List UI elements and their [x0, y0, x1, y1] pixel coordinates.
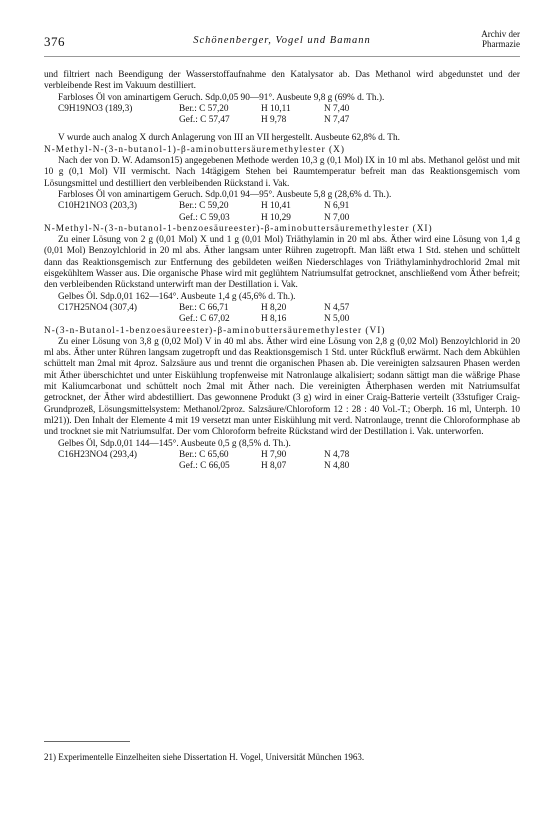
running-title: Schönenberger, Vogel und Bamann — [193, 35, 371, 46]
page-number: 376 — [44, 34, 65, 49]
paragraph: V wurde auch analog X durch Anlagerung von III an VII hergestellt. Ausbeute 62,8% d. Th. — [58, 133, 400, 144]
page-header — [44, 30, 520, 52]
journal-name: Archiv der Pharmazie — [481, 29, 520, 49]
molecular-formula: C9H19NO3 (189,3) — [58, 103, 133, 114]
header-rule — [44, 56, 520, 57]
elemental-analysis: C17H25NO4 (307,4) Ber.: C 66,71 H 8,20 N 4,57 Gef.: C 67,02 H 8,16 N 5,00 — [58, 302, 350, 325]
elemental-analysis: C9H19NO3 (189,3) Ber.: C 57,20 H 10,11 N 7,40 Gef.: C 57,47 H 9,78 N 7,47 — [58, 103, 350, 126]
section-heading: N-Methyl-N-(3-n-butanol-1-benzoesäureester)-β-aminobuttersäuremethylester (XI) — [44, 223, 433, 234]
paragraph: Nach der von D. W. Adamson15) angegebenen Methode werden 10,3 g (0,1 Mol) IX in 10 ml abs. Methanol gelöst und mit 10 g (0,1 Mol) VII vermischt. Nach 14tägigem Stehen bei Raumtemperatur befreit man das Reaktionsgemisch vom Lösungsmittel und destilliert den verbleibenden Rückstand i. Vak. — [44, 156, 520, 189]
paragraph: Gelbes Öl. Sdp.0,01 162—164°. Ausbeute 1,4 g (45,6% d. Th.). — [58, 291, 296, 302]
paragraph: Farbloses Öl von aminartigem Geruch. Sdp.0,01 94—95°. Ausbeute 5,8 g (28,6% d. Th.). — [58, 189, 392, 200]
paragraph: Farbloses Öl von aminartigem Geruch. Sdp.0,05 90—91°. Ausbeute 9,8 g (69% d. Th.). — [58, 92, 385, 103]
paragraph: und filtriert nach Beendigung der Wasserstoffaufnahme den Katalysator ab. Das Methanol wird abgedunstet und der verbleibende Rest im Vakuum destilliert. — [44, 70, 520, 92]
molecular-formula: C17H25NO4 (307,4) — [58, 302, 138, 313]
elemental-analysis: C16H23NO4 (293,4) Ber.: C 65,60 H 7,90 N 4,78 Gef.: C 66,05 H 8,07 N 4,80 — [58, 449, 350, 472]
molecular-formula: C10H21NO3 (203,3) — [58, 201, 138, 212]
paragraph: Zu einer Lösung von 3,8 g (0,02 Mol) V in 40 ml abs. Äther wird eine Lösung von 2,8 g (0,02 Mol) Benzoylchlorid in 20 ml abs. Äther unter Rühren langsam zugetropft und das Reaktionsgemisch 1 Std. unter Rückfluß erwärmt. Nach dem Abkühlen schüttelt man 2mal mit 4proz. Salzsäure aus und trennt die organischen Phasen ab. Die vereinigten salzsauren Phasen werden mit Äther überschichtet und unter Eiskühlung tropfenweise mit Natronlauge alkalisiert; sodann sättigt man die wäßrige Phase mit Kaliumcarbonat und schüttelt noch 2mal mit Äther nach. Die vereinigten Ätherphasen werden mit Natriumsulfat getrocknet, der Äther wird abdestilliert. Das gewonnene Produkt (3 g) wird in einer Craig-Batterie verteilt (33stufiger Craig-Grundprozeß, Lösungsmittelsystem: Methanol/2proz. Salzsäure/Chloroform 12 : 28 : 40 Vol.-T.; Oberph. 16 ml, Unterph. 10 ml21)). Den Inhalt der Elemente 4 mit 19 versetzt man unter Eiskühlung mit verd. Natronlauge, trennt die Chloroformphase ab und trocknet sie mit Natriumsulfat. Der vom Chloroform befreite Rückstand wird der Destillation i. Vak. unterworfen. — [44, 336, 520, 438]
article-body — [44, 70, 520, 472]
footnote: 21) Experimentelle Einzelheiten siehe Dissertation H. Vogel, Universität München 1963. — [44, 752, 365, 762]
footnote-rule — [44, 741, 130, 742]
paragraph: Gelbes Öl, Sdp.0,01 144—145°. Ausbeute 0,5 g (8,5% d. Th.). — [58, 438, 291, 449]
section-heading: N-(3-n-Butanol-1-benzoesäureester)-β-aminobuttersäuremethylester (VI) — [44, 325, 386, 336]
section-heading: N-Methyl-N-(3-n-butanol-1)-β-aminobuttersäuremethylester (X) — [44, 144, 345, 155]
molecular-formula: C16H23NO4 (293,4) — [58, 449, 138, 460]
paragraph: Zu einer Lösung von 2 g (0,01 Mol) X und 1 g (0,01 Mol) Triäthylamin in 20 ml abs. Äther wird eine Lösung von 1,4 g (0,01 Mol) Benzoylchlorid in 20 ml abs. Äther langsam unter Rühren zugetropft. Man läßt etwa 1 Std. stehen und schüttelt dann das Reaktionsgemisch zur Entfernung des gebildeten weißen Niederschlages von Triäthylaminhydrochlorid 2mal mit eisgekühltem Wasser aus. Die organische Phase wird mit geglühtem Natriumsulfat getrocknet, anschließend vom Äther befreit; den verbleibenden Rückstand unterwirft man der Destillation i. Vak. — [44, 235, 520, 291]
elemental-analysis: C10H21NO3 (203,3) Ber.: C 59,20 H 10,41 N 6,91 Gef.: C 59,03 H 10,29 N 7,00 — [58, 201, 350, 223]
